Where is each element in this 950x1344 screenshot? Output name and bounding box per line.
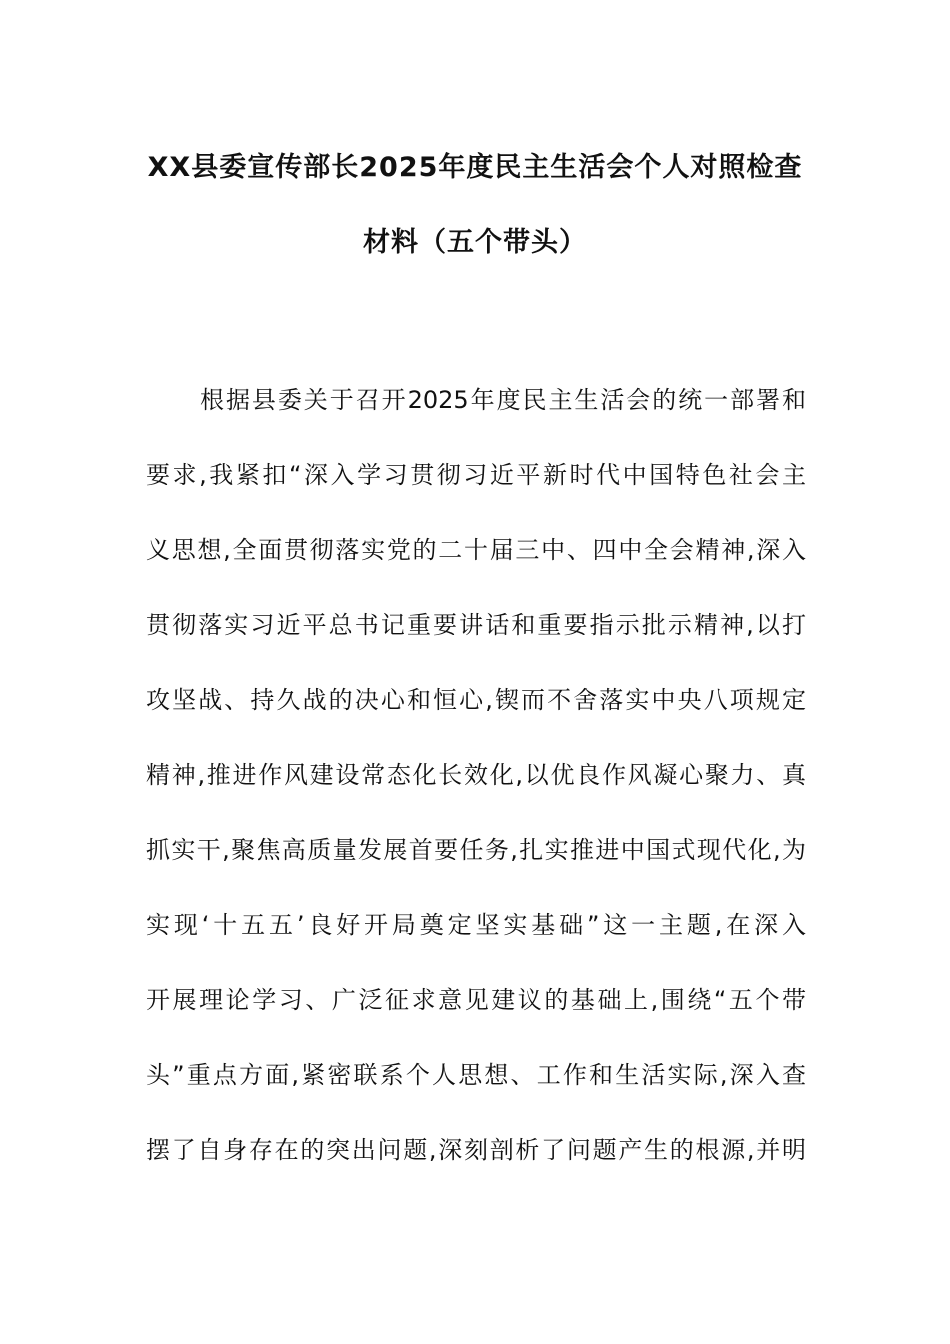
body-line: 根据县委关于召开2025年度民主生活会的统一部署和 bbox=[200, 386, 806, 414]
body-line: 贯彻落实习近平总书记重要讲话和重要指示批示精神,以打 bbox=[146, 611, 806, 639]
body-line: 头”重点方面,紧密联系个人思想、工作和生活实际,深入查 bbox=[146, 1061, 806, 1089]
document-title-line-1: XX县委宣传部长2025年度民主生活会个人对照检查 bbox=[147, 152, 803, 183]
body-line: 精神,推进作风建设常态化长效化,以优良作风凝心聚力、真 bbox=[146, 761, 806, 789]
body-line: 要求,我紧扣“深入学习贯彻习近平新时代中国特色社会主 bbox=[146, 461, 806, 489]
body-line: 实现‘十五五’良好开局奠定坚实基础”这一主题,在深入 bbox=[146, 911, 806, 939]
body-line: 义思想,全面贯彻落实党的二十届三中、四中全会精神,深入 bbox=[146, 536, 806, 564]
document-title-line-2: 材料（五个带头） bbox=[363, 227, 587, 258]
body-line: 攻坚战、持久战的决心和恒心,锲而不舍落实中央八项规定 bbox=[146, 686, 806, 714]
body-line: 开展理论学习、广泛征求意见建议的基础上,围绕“五个带 bbox=[146, 986, 806, 1014]
body-line: 摆了自身存在的突出问题,深刻剖析了问题产生的根源,并明 bbox=[146, 1136, 806, 1164]
body-line: 抓实干,聚焦高质量发展首要任务,扎实推进中国式现代化,为 bbox=[146, 836, 806, 864]
